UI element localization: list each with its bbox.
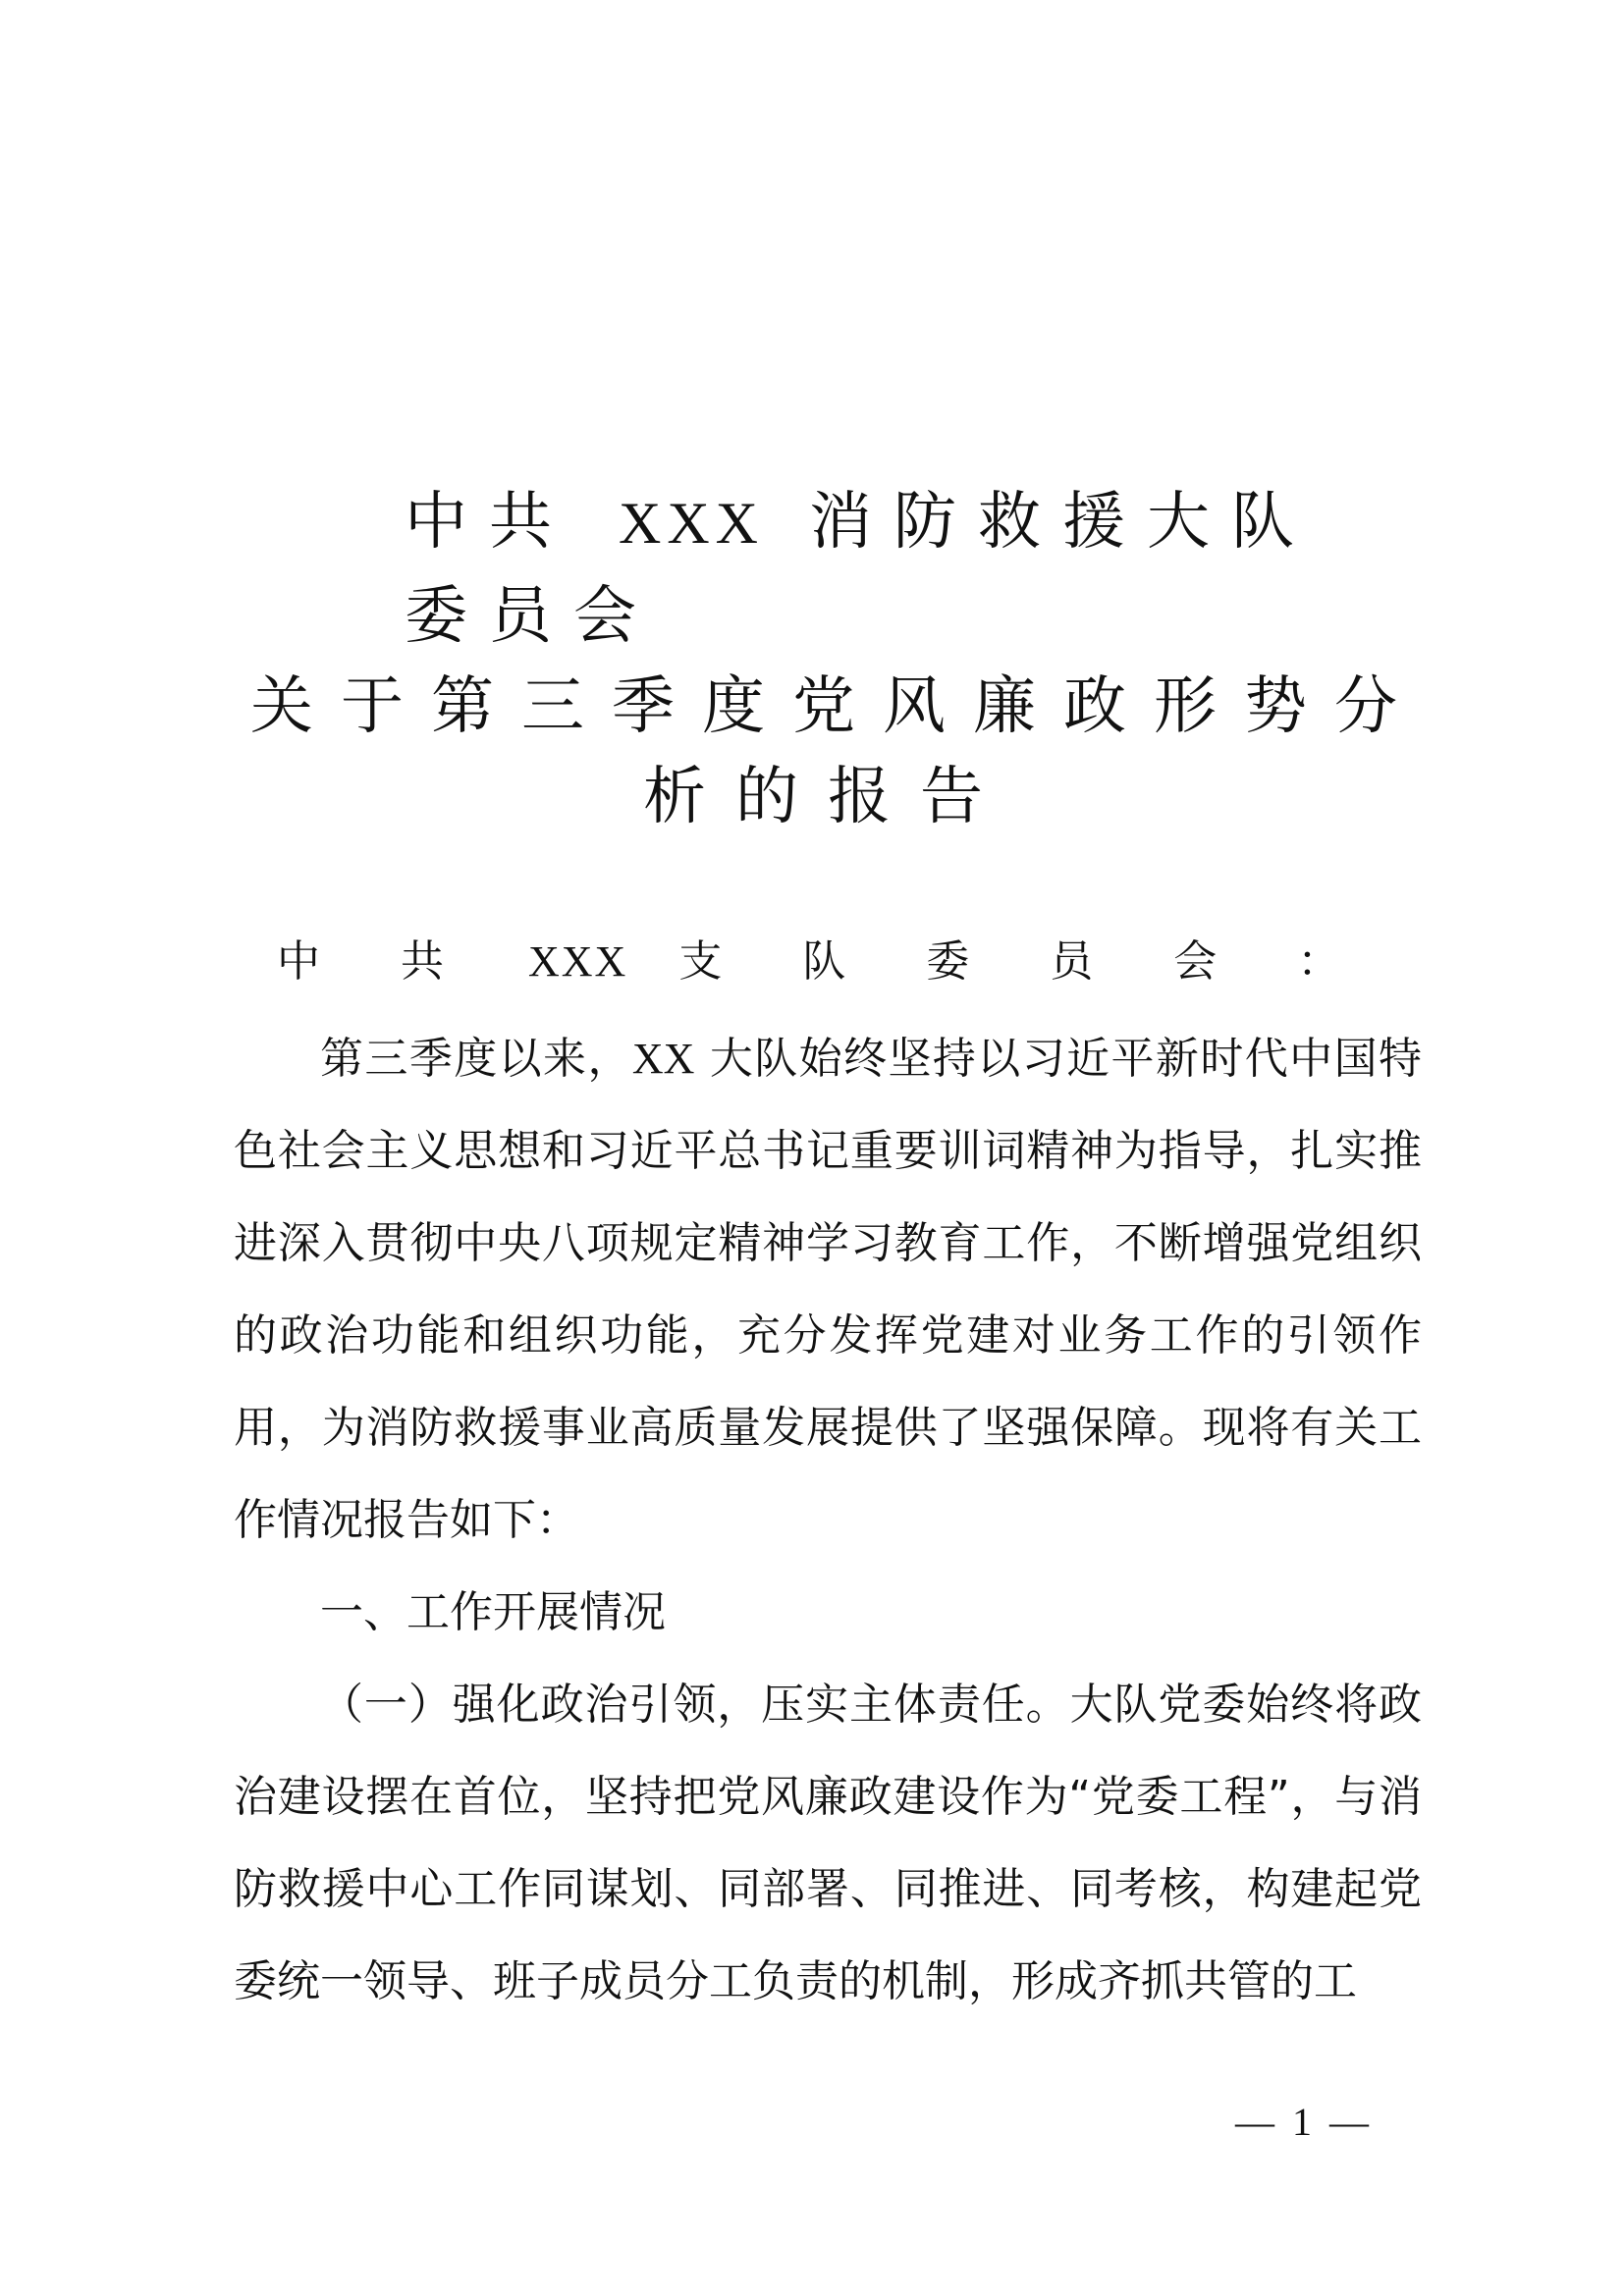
paragraph-intro-lead: 第三季度以来， <box>320 1034 632 1084</box>
title-org-name: XXX <box>619 491 764 556</box>
page-number: — 1 — <box>1235 2100 1373 2144</box>
title-line-3: 关于第三季度党风廉政形势分 <box>250 670 1425 743</box>
salutation-suffix: 支 队 委 员 会 ： <box>678 936 1375 987</box>
title-line-2: 委员会 <box>405 580 658 653</box>
title-suffix: 消防救援大队 <box>809 486 1316 559</box>
paragraph-intro-org: XX <box>631 1035 695 1083</box>
title-line-4: 析的报告 <box>643 761 1012 833</box>
title-prefix: 中共 <box>405 486 573 559</box>
salutation-org: XXX <box>528 937 628 986</box>
section-heading-1: 一、工作开展情况 <box>320 1587 666 1637</box>
paragraph-section-1-1: （一）强化政治引领，压实主体责任。大队党委始终将政治建设摆在首位，坚持把党风廉政建设作为“党委工程”，与消防救援中心工作同谋划、同部署、同推进、同考核，构建起党委统一领导、班子成员分工负责的机制，形成齐抓共管的工 <box>234 1680 1422 2006</box>
salutation-prefix: 中 共 <box>277 936 477 987</box>
paragraph-intro-text: 大队始终坚持以习近平新时代中国特色社会主义思想和习近平总书记重要训词精神为指导，扎实推进深入贯彻中央八项规定精神学习教育工作，不断增强党组织的政治功能和组织功能，充分发挥党建对业务工作的引领作用，为消防救援事业高质量发展提供了坚强保障。现将有关工作情况报告如下： <box>234 1034 1422 1545</box>
salutation <box>277 936 1375 987</box>
paragraph-intro <box>234 1013 1422 1567</box>
title-line-1 <box>405 486 1316 559</box>
